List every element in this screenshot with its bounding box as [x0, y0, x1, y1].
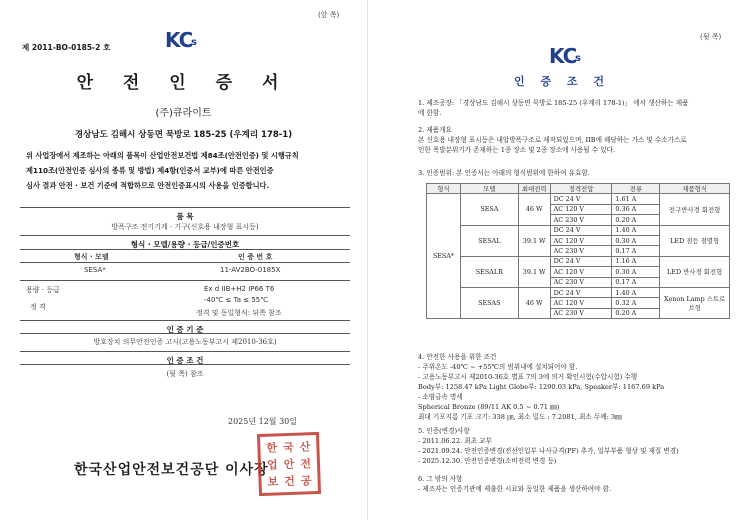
model-table: [426, 183, 730, 319]
power-cell: 39.1 W: [518, 225, 550, 256]
power-cell: 46 W: [518, 194, 550, 225]
issue-date: 2025년 12월 30일: [228, 417, 297, 426]
standard-header: 인 증 기 준: [20, 320, 350, 335]
section-title: 5. 인증(변경)사항: [418, 427, 470, 435]
company-address: 경상남도 김해시 상동면 묵방로 185-25 (우계리 178-1): [74, 130, 293, 140]
divider: [20, 333, 350, 334]
kcs-logo: KC s: [165, 28, 197, 52]
rating-label: 정 격: [30, 303, 46, 311]
table-row: SESAS 46 W DC 24 V 1.40 A Xenon Lamp 스트로브형: [427, 287, 730, 297]
power-cell: 39.1 W: [518, 256, 550, 287]
type-cell: Xenon Lamp 스트로브형: [660, 287, 730, 318]
divider: [20, 262, 350, 263]
section-title: 2. 제품개요: [418, 126, 452, 134]
form-cell: SESA*: [427, 194, 461, 319]
power-cell: 46 W: [518, 287, 550, 318]
divider: [20, 364, 350, 365]
item-value: 방폭구조 전기기계 · 기구(신호용 내장형 표시등): [111, 223, 259, 231]
table-row: SESALR 39.1 W DC 24 V 1.16 A LED 반사경 회전형: [427, 256, 730, 266]
declaration-line: 위 사업장에서 제조하는 아래의 품목이 산업안전보건법 제84조(안전인증) 및 시행규칙: [26, 151, 299, 160]
page-side-label: (앞 쪽): [318, 11, 340, 19]
table-row: SESA* SESA 46 W DC 24 V 1.61 A 전구반사경 회전형: [427, 194, 730, 204]
conditions-title: 인 증 조 건: [514, 75, 610, 88]
table-row: AC 120 V 0.30 A: [427, 235, 730, 245]
item-header: 품 목: [20, 207, 350, 222]
official-seal: 한 국 산 업 안 전 보 건 공: [257, 432, 321, 496]
certificate-title: 안 전 인 증 서: [76, 73, 291, 93]
conditions-value: (뒷 쪽) 참조: [166, 370, 204, 378]
section-title: 4. 안전한 사용을 위한 조건: [418, 353, 497, 361]
table-row: AC 120 V 0.36 A: [427, 204, 730, 214]
section-6: 6. 그 밖의 사항 - 제조자는 인증기관에 제출한 시료와 동일한 제품을 생산하여야 함.: [418, 474, 736, 494]
table-header-row: [427, 184, 730, 194]
type-cell: LED 점등 점멸형: [660, 225, 730, 256]
column-header: 제품형식: [660, 184, 730, 194]
certificate-number: 제 2011-BO-0185-2 호: [22, 43, 111, 52]
type-cell: LED 반사경 회전형: [660, 256, 730, 287]
column-header: 전류: [612, 184, 660, 194]
section-5: 5. 인증(변경)사항 - 2011.06.22. 최초 교부 - 2021.09.24. 안전인증변경(전선인입부 나사규격(PF) 추가, 일부부품 형상 및 재질 변경) - 2025.12.30. 안전인증변경(소비전력 변경 등): [418, 426, 736, 466]
table-row: AC 230 V 0.20 A: [427, 215, 730, 225]
divider: [20, 280, 350, 281]
certnum-label: 인 증 번 호: [238, 253, 273, 261]
section-title: 6. 그 밖의 사항: [418, 475, 463, 483]
page-side-label: (뒷 쪽): [700, 33, 722, 41]
divider: [20, 249, 350, 250]
table-row: AC 120 V 0.30 A: [427, 267, 730, 277]
model-cell: SESAS: [460, 287, 518, 318]
section-4: 4. 안전한 사용을 위한 조건 - 주위온도 -40℃ ~ +55℃의 범위내에 설치되어야 함. - 고용노동부고시 제2010-36호 별표 7의 3에 의거 확인시험(수압시험) 수행 Body부: 1258.47 kPa Light Globe부: 1290.03 kPa, Speaker부: 1167.69 kPa - 소염금속 명세 Spherical Bronze (89/11 AK 0.5 ~ 0.71 ㎜) 최대 기포지름 기포 크기: 338 ㎛, 최소 밀도 : 7.2081, 최소 두께: 3㎜: [418, 352, 736, 422]
kcs-logo: KC s: [549, 44, 581, 68]
table-row: AC 120 V 0.32 A: [427, 298, 730, 308]
column-header: 정격전압: [550, 184, 612, 194]
certificate-back-page: [374, 0, 750, 520]
company-name: (주)큐라이트: [155, 108, 212, 119]
spec-header: 형식 · 모델/용량 · 등급/인증번호: [20, 235, 350, 250]
conditions-header: 인 증 조 건: [20, 351, 350, 366]
model-cell: SESA: [460, 194, 518, 225]
column-header: 최대전력: [518, 184, 550, 194]
table-row: AC 230 V 0.17 A: [427, 246, 730, 256]
grade-value: Ex d IIB+H2 IP66 T6: [204, 285, 275, 293]
declaration-line: 제110조(안전인증 심사의 종류 및 방법) 제4항(인증서 교부)에 따른 안전인증: [26, 166, 274, 175]
column-header: 모델: [460, 184, 518, 194]
table-row: AC 230 V 0.20 A: [427, 308, 730, 318]
section-1: 1. 제조공장: 「경상남도 김해시 상동면 묵방로 185-25 (우계리 178-1)」 에서 생산하는 제품 에 한함.: [418, 99, 689, 117]
standard-value: 방호장치 의무안전인증 고시(고용노동부고시 제2010-36호): [93, 338, 277, 346]
model-value: SESA*: [84, 266, 106, 274]
certificate-front-page: [0, 0, 368, 520]
table-row: SESAL 39.1 W DC 24 V 1.40 A LED 점등 점멸형: [427, 225, 730, 235]
table-row: AC 230 V 0.17 A: [427, 277, 730, 287]
certnum-value: 11-AV2BO-0185X: [220, 266, 281, 274]
declaration-line: 심사 결과 안전 · 보건 기준에 적합하므로 안전인증표시의 사용을 인증합니다.: [26, 181, 270, 190]
temperature-range: -40℃ ≤ Ta ≤ 55℃: [204, 296, 269, 304]
rating-value: 정격 및 동일형식: 뒤쪽 참조: [196, 309, 282, 317]
column-header: 형식: [427, 184, 461, 194]
issuer-name: 한국산업안전보건공단 이사장: [74, 462, 269, 478]
grade-label: 용량 · 등급: [26, 286, 60, 294]
type-cell: 전구반사경 회전형: [660, 194, 730, 225]
model-cell: SESAL: [460, 225, 518, 256]
section-3: 3. 인증범위: 본 인증서는 아래의 형식범위에 한하여 유효함.: [418, 169, 590, 177]
section-2: 2. 제품개요 본 신호용 내장형 표시등은 내압방폭구조로 제작되었으며, IIB에 해당하는 가스 및 수소가스로 인한 폭발분위기가 존재하는 1종 장소 및 2종 장소에 사용될 수 있다.: [418, 125, 736, 155]
model-cell: SESALR: [460, 256, 518, 287]
model-label: 형식 · 모델: [74, 253, 109, 261]
